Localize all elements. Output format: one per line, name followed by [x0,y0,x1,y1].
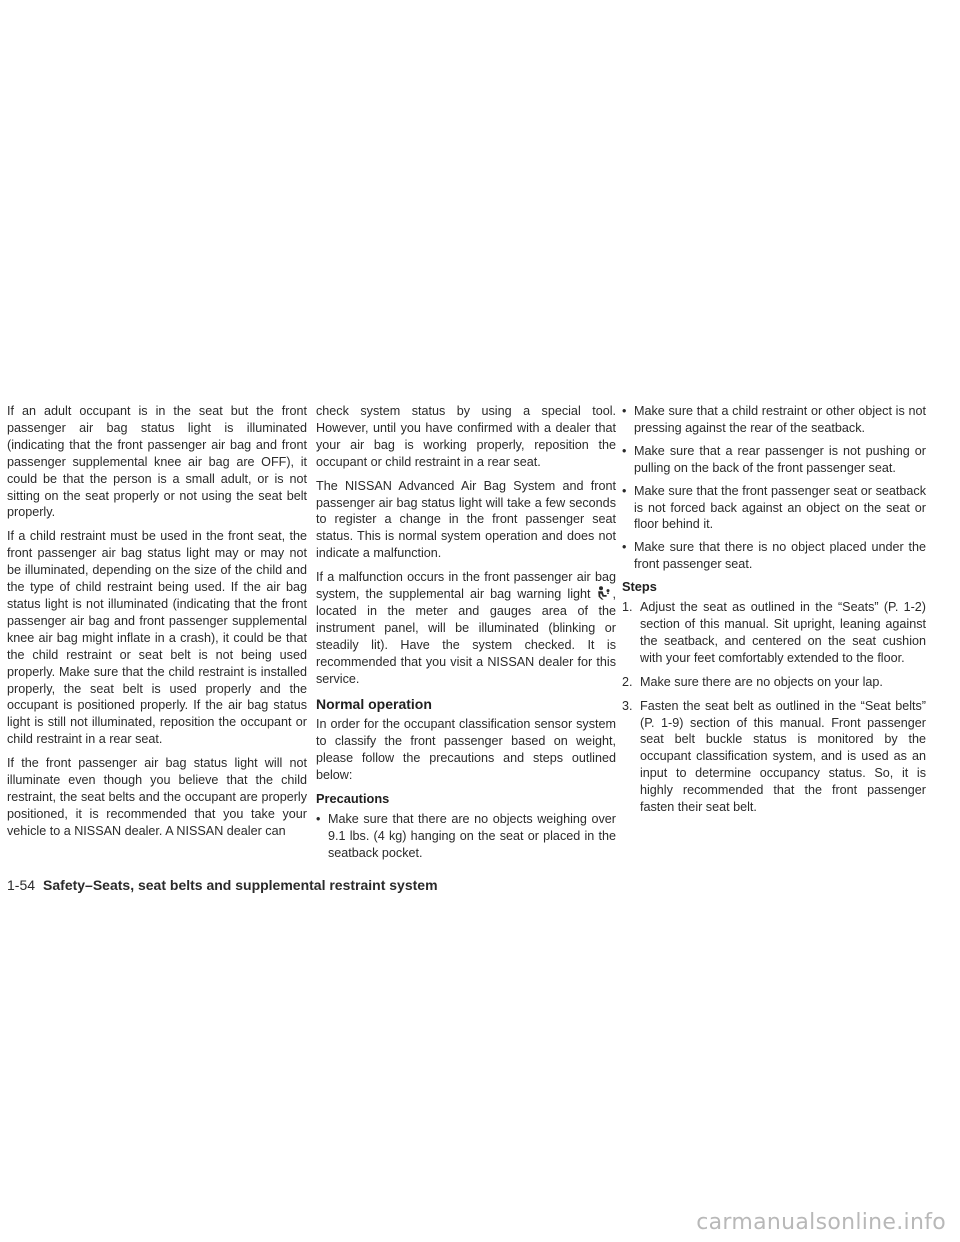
paragraph: The NISSAN Advanced Air Bag System and front passenger air bag status light will take a few seconds to register a change in the front passenger seat status. This is normal system operation and does not indicate a malfunction. [316,478,616,561]
list-item [622,539,926,573]
step-text: Fasten the seat belt as outlined in the “Seat belts” (P. 1-9) section of this manual. Front passenger seat belt buckle status is monitored by the occupant classification system, and is used as an input to determine occupancy status. So, it is highly recommended that the front passenger fasten their seat belt. [640,698,926,815]
list-item [622,403,926,437]
step-item [622,599,926,667]
page-footer [7,877,438,893]
column-1 [7,403,307,847]
step-number: 1. [622,600,633,615]
list-item-text: Make sure that there is no object placed under the front passenger seat. [634,540,926,572]
column-2 [316,403,616,868]
list-item-text: Make sure that a rear passenger is not pushing or pulling on the back of the front passenger seat. [634,443,926,475]
heading-steps: Steps [622,579,657,595]
list-item [622,443,926,477]
list-item [622,483,926,534]
heading-precautions: Precautions [316,791,390,807]
paragraph: If an adult occupant is in the seat but the front passenger air bag status light is illuminated (indicating that the front passenger air bag and front passenger supplemental knee air bag are OFF), it could be that the person is a small adult, or is not sitting on the seat properly or not using the seat belt properly. [7,404,307,520]
section-title: Safety–Seats, seat belts and supplemental restraint system [43,877,438,893]
step-number: 2. [622,674,633,689]
step-text: Make sure there are no objects on your lap. [640,674,883,689]
seated-occupant-airbag-warning-icon [595,586,611,600]
page-number: 1-54 [7,877,36,893]
step-number: 3. [622,698,633,713]
step-item [622,674,926,691]
list-item-text: Make sure that a child restraint or other object is not pressing against the rear of the seatback. [634,404,926,435]
paragraph: If the front passenger air bag status light will not illuminate even though you believe that the child restraint, the seat belts and the occupant are properly positioned, it is recommended that you take your vehicle to a NISSAN dealer. A NISSAN dealer can [7,756,307,838]
bullet-mark: • [622,443,627,458]
bullet-mark: • [622,483,627,498]
paragraph: If a child restraint must be used in the front seat, the front passenger air bag status light may or may not be illuminated, depending on the size of the child and the type of child restraint being used. If the air bag status light is not illuminated (indicating that the front passenger air bag and front passenger supplemental knee air bag might inflate in a crash), it could be that the child restraint or seat belt is not being used properly. Make sure that the child restraint is installed properly, the seat belt is used properly and the occupant is positioned properly. If the air bag status light is still not illuminated, reposition the occupant or child restraint in a rear seat. [7,529,307,747]
bullet-mark: • [622,404,627,418]
paragraph-text: If a malfunction occurs in the front passenger air bag system, the supplemental air bag warning light [316,570,616,602]
list-item-text: Make sure that the front passenger seat or seatback is not forced back against an object on the seat or floor behind it. [634,483,926,532]
list-item [316,811,616,862]
watermark: carmanualsonline.info [696,1210,946,1235]
bullet-mark: • [316,811,321,826]
bullet-mark: • [622,540,627,555]
heading-normal-operation: Normal operation [316,695,432,712]
paragraph-text: , located in the meter and gauges area of the instrument panel, will be illuminated (blinking or steadily lit). Have the system checked. It is recommended that you visit a NISSAN dealer for this service. [316,587,616,686]
paragraph: In order for the occupant classification sensor system to classify the front passenger based on weight, please follow the precautions and steps outlined below: [316,717,616,783]
step-text: Adjust the seat as outlined in the “Seats” (P. 1-2) section of this manual. Sit upright, leaning against the seatback, and centered on the seat cushion with your feet comfortably extended to the floor. [640,600,926,665]
list-item-text: Make sure that there are no objects weighing over 9.1 lbs. (4 kg) hanging on the seat or placed in the seatback pocket. [328,811,616,860]
column-3 [622,403,926,823]
paragraph-with-icon [316,569,616,687]
step-item [622,698,926,816]
paragraph: check system status by using a special tool. However, until you have confirmed with a dealer that your air bag is working properly, reposition the occupant or child restraint in a rear seat. [316,404,616,469]
